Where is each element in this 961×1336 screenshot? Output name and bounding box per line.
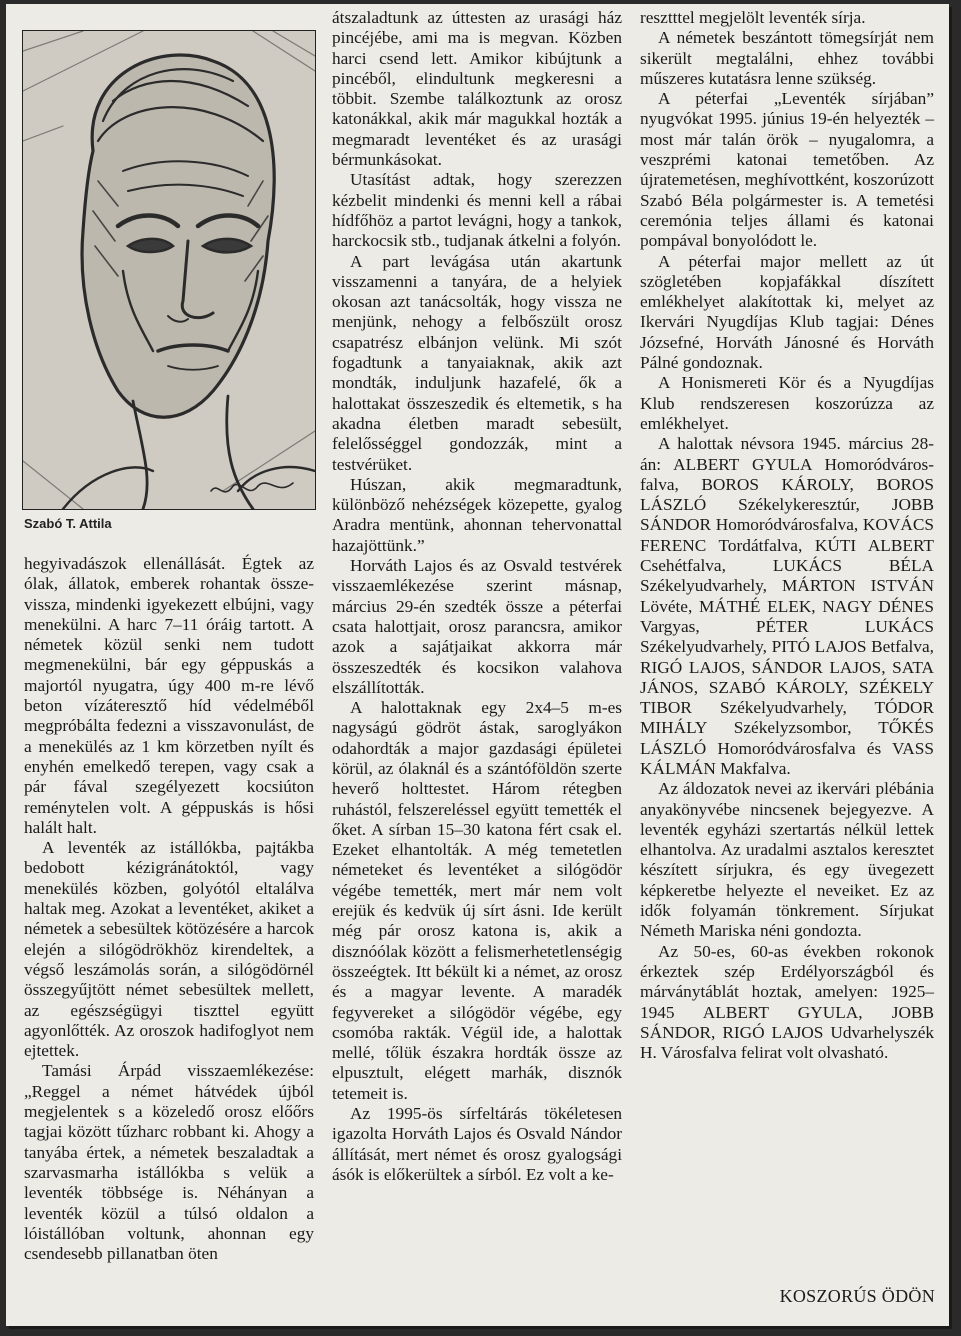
paragraph: Az áldozatok nevei az ikervári plébánia anyakönyvébe nincsenek bejegyezve. A leventék egyházi szertartás nélkül lettek elhantolva. Az uradalmi asztalos keresztet készített sírjukra, és egy üvegezett képkeretbe helyezte el neveiket. Ez az idők folyamán tönkrement. Sírjukat Németh Mariska néni gondozta. — [640, 779, 934, 941]
portrait-sketch-icon — [23, 31, 315, 509]
text-column-1 — [24, 554, 314, 1264]
portrait-caption: Szabó T. Attila — [24, 516, 112, 531]
paragraph: A Honismereti Kör és a Nyugdíjas Klub rendszeresen koszorúzza az emlékhelyet. — [640, 373, 934, 433]
paragraph: Az 50-es, 60-as években rokonok érkeztek szép Erdélyországból és márványtáblát hoztak, amelyen: 1925–1945 ALBERT GYULA, JOBB SÁNDOR, RIGÓ LAJOS Udvarhelyszék H. Városfalva felirat volt olvasható. — [640, 941, 934, 1063]
paragraph: hegyivadászok ellenállását. Égtek az ólak, állatok, emberek rohantak össze-vissza, mindenki igyekezett elbújni, vagy menekülni. A harc 7–11 óráig tartott. A németek közül senki nem tudott megmenekülni, bár egy géppuskás a majortól nyugatra, úgy 400 m-re lévő beton vízáteresztő híd védelméből megpróbálta fedezni a visszavonulást, de a menekülés az 1 km körzetben nyílt és enyhén emelkedő terepen, vagy csak a pár fával szegélyezett kocsiúton reménytelen volt. A géppuskás is hősi halált halt. — [24, 554, 314, 837]
text-column-2 — [332, 8, 622, 1185]
paragraph: Húszan, akik megmaradtunk, különböző nehézségek közepette, gyalog Aradra mentünk, ahonnan tehervonattal hazajöttünk.” — [332, 474, 622, 555]
paragraph: Az 1995-ös sírfeltárás tökéletesen igazolta Horváth Lajos és Osvald Nándor állítását, mert német és orosz gyalogsági ásók is előkerültek a sírból. Ez volt a ke- — [332, 1104, 622, 1184]
paragraph: Tamási Árpád visszaemlékezése: „Reggel a német hátvédek újból megjelentek s a közeledő orosz előőrs tagjai között tűzharc robbant ki. Ahogy a tanyába értek, a németek beszaladtak a szarvasmarha istállókba s velük a leventék többsége is. Néhányan a leventék közül a túlsó oldalon a lóistállóban voltunk, ahonnan egy csendesebb pillanatban öten — [24, 1061, 314, 1264]
paragraph: A péterfai „Leventék sírjában” nyugvókat 1995. június 19-én helyezték – most már talán örök – nyugalomra, a veszprémi katonai temetőben. Az újratemetésen, meghívottként, koszorúzott Szabó Béla polgármester is. A temetési ceremónia teljes állami és katonai pompával bonyolódott le. — [640, 89, 934, 251]
paragraph: A leventék az istállókba, pajtákba bedobott kézigránátoktól, vagy menekülés közben, golyótól eltalálva haltak meg. Azokat a leventéket, akiket a németek a sebesültek kötözésére a harcok elején a silógödrökhöz kirendeltek, a végső leszámolás során, a silógödörnél összegyűjtött német sebesültek mellett, az egészségügyi tiszttel együtt agyonlőtték. Az oroszok hadifoglyot nem ejtettek. — [24, 838, 314, 1061]
article-author: KOSZORÚS ÖDÖN — [779, 1286, 935, 1306]
document-page — [6, 4, 949, 1326]
paragraph: A part levágása után akartunk visszamenni a tanyára, de a helyiek okosan azt tanácsolták, hogy vissza ne menjünk, nehogy a felbőszült orosz csapatrész elbánjon velünk. Mi szót fogadtunk a tanyaiaknak, akik azt mondták, induljunk hazafelé, ők a halottakat összeszedik és eltemetik, s ha akadna életben maradt sebesült, felelősséggel gondozzák, mint a testvérüket. — [332, 251, 622, 474]
paragraph: A halottak névsora 1945. március 28-án: ALBERT GYULA Homoródvárosfalva, BOROS KÁROLY, BOROS LÁSZLÓ Székelykeresztúr, JOBB SÁNDOR Homoródvárosfalva, KOVÁCS FERENC Tordátfalva, KÚTI ALBERT Csehétfalva, LUKÁCS BÉLA Székelyudvarhely, MÁRTON ISTVÁN Lövéte, MÁTHÉ ELEK, NAGY DÉNES Vargyas, PÉTER LUKÁCS Székelyudvarhely, PITÓ LAJOS Betfalva, RIGÓ LAJOS, SÁNDOR LAJOS, SATA JÁNOS, SZABÓ KÁROLY, SZÉKELY TIBOR Székelyudvarhely, TÓDOR MIHÁLY Székelyzsombor, TŐKÉS LÁSZLÓ Homoródvárosfalva és VASS KÁLMÁN Makfalva. — [640, 434, 934, 778]
paragraph: A németek beszántott tömegsírját nem sikerült megtalálni, ehhez további műszeres kutatásra lenne szükség. — [640, 28, 934, 88]
paragraph: átszaladtunk az úttesten az urasági ház pincéjébe, ami ma is megvan. Közben harci csend lett. Amikor kibújtunk a pincéből, elindultunk megkeresni a többit. Szembe találkoztunk az orosz katonákkal, akik már magukkal hozták a megmaradt leventéket és az urasági bérmunkásokat. — [332, 8, 622, 170]
paragraph: resztttel megjelölt leventék sírja. — [640, 8, 866, 27]
paragraph: Horváth Lajos és az Osvald testvérek visszaemlékezése szerint másnap, március 29-én szedték össze a péterfai csata halottjait, orosz parancsra, amikor azok a sajátjaikat akkorra már összeszedték és kocsikon valahova elszállították. — [332, 556, 622, 697]
paragraph: Utasítást adtak, hogy szerezzen kézbelit mindenki és menni kell a rábai hídfőhöz a partot levágni, hogy a tankok, harckocsik stb., tudjanak átkelni a folyón. — [332, 170, 622, 251]
portrait-drawing — [22, 30, 316, 510]
paragraph: A halottaknak egy 2x4–5 m-es nagyságú gödröt ástak, saroglyákon odahordták a major gazdasági épületei körül, az ólaknál és a szántóföldön szerte heverő holttestet. Három rétegben ruhástól, felszereléssel együtt temették el őket. A sírban 15–30 katona fért csak el. Ezeket elhantolták. A még temetetlen németeket és leventéket a silógödör végébe temették, mert már nem volt erejük és kedvük új sírt ásni. Ide került még pár orosz katona is, akik a disznóólak között a felismerhetetlenségig összeégtek. Itt békült ki a német, az orosz és a magyar levente. A maradék fegyvereket a silógödör végébe, egy csomóba rakták. Végül ide, a halottak mellé, tőlük északra hordták össze az elpusztult, elégett marhák, disznók tetemeit is. — [332, 698, 622, 1103]
paragraph: A péterfai major mellett az út szögletében kopjafákkal díszített emlékhelyet alakítottak ki, melyet az Ikervári Nyugdíjas Klub tagjai: Dénes Józsefné, Horváth Jánosné és Horváth Pálné gondoznak. — [640, 251, 934, 373]
text-column-3 — [640, 8, 934, 1063]
